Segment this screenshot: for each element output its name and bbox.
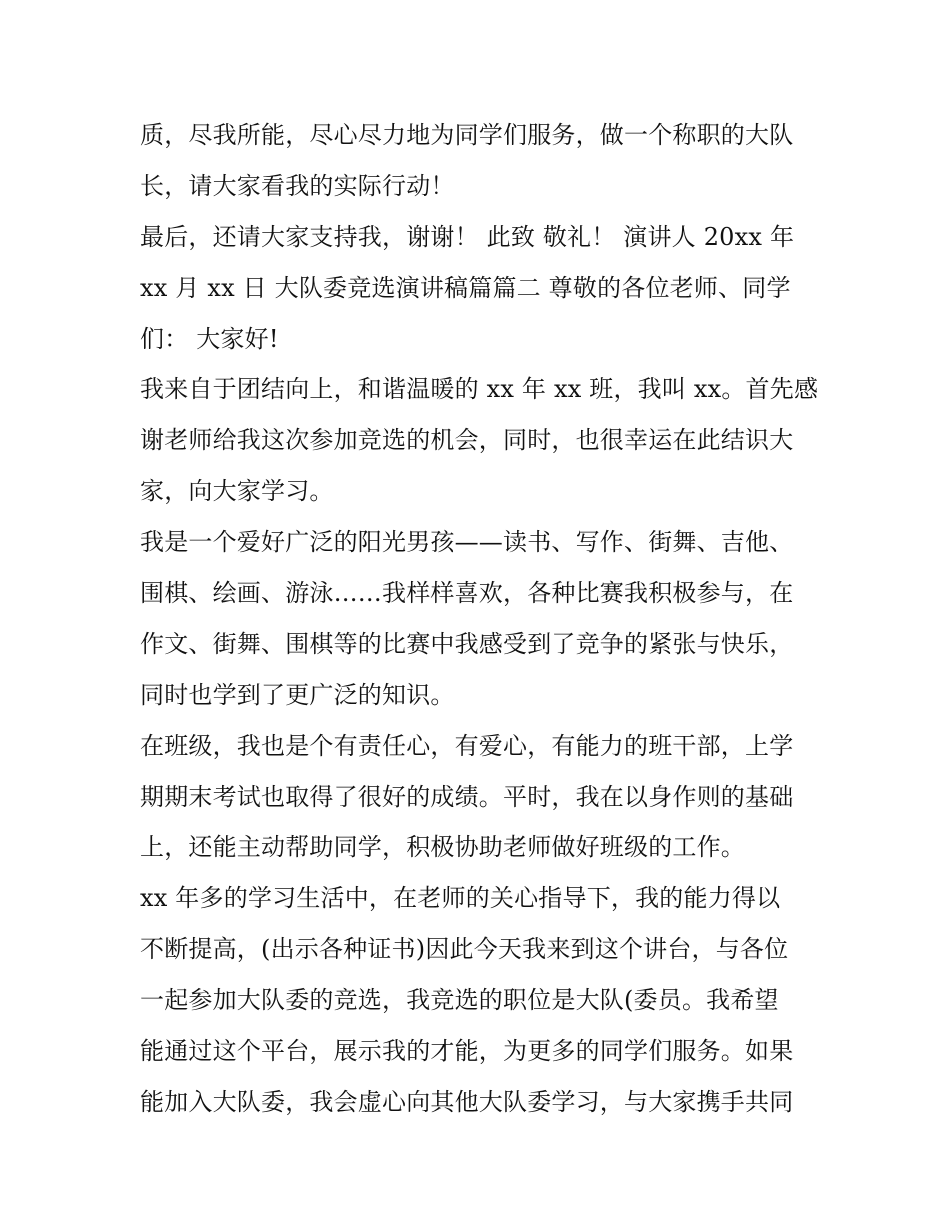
text-line-6: 我来自于团结向上，和谐温暖的 xx 年 xx 班，我叫 xx。首先感 (140, 375, 819, 404)
text-line-10: 围棋、绘画、游泳……我样样喜欢，各种比赛我积极参与，在 (140, 579, 794, 608)
text-line-7: 谢老师给我这次参加竞选的机会，同时，也很幸运在此结识大 (140, 426, 794, 455)
document-body (140, 110, 830, 1128)
text-line-15: 上，还能主动帮助同学，积极协助老师做好班级的工作。 (140, 833, 745, 862)
text-line-14: 期期末考试也取得了很好的成绩。平时，我在以身作则的基础 (140, 782, 794, 811)
text-line-20: 能加入大队委，我会虚心向其他大队委学习，与大家携手共同 (140, 1087, 794, 1116)
text-line-16: xx 年多的学习生活中，在老师的关心指导下，我的能力得以 (140, 884, 781, 913)
text-line-11: 作文、街舞、围棋等的比赛中我感受到了竞争的紧张与快乐， (140, 629, 794, 658)
text-line-18: 一起参加大队委的竞选，我竞选的职位是大队(委员。我希望 (140, 986, 779, 1015)
text-line-5: 们： 大家好! (140, 324, 279, 353)
text-line-17: 不断提高，(出示各种证书)因此今天我来到这个讲台，与各位 (140, 935, 789, 964)
text-line-8: 家，向大家学习。 (140, 477, 334, 506)
text-line-4: xx 月 xx 日 大队委竞选演讲稿篇篇二 尊敬的各位老师、同学 (140, 273, 791, 302)
text-line-3: 最后，还请大家支持我，谢谢！ 此致 敬礼！ 演讲人 20xx 年 (140, 222, 795, 251)
text-line-1: 质，尽我所能，尽心尽力地为同学们服务，做一个称职的大队 (140, 121, 794, 149)
text-line-9: 我是一个爱好广泛的阳光男孩——读书、写作、街舞、吉他、 (140, 528, 794, 557)
text-line-13: 在班级，我也是个有责任心，有爱心，有能力的班干部，上学 (140, 731, 794, 760)
text-line-12: 同时也学到了更广泛的知识。 (140, 680, 455, 709)
text-line-2: 长，请大家看我的实际行动！ (140, 171, 455, 200)
text-line-19: 能通过这个平台，展示我的才能，为更多的同学们服务。如果 (140, 1037, 794, 1066)
